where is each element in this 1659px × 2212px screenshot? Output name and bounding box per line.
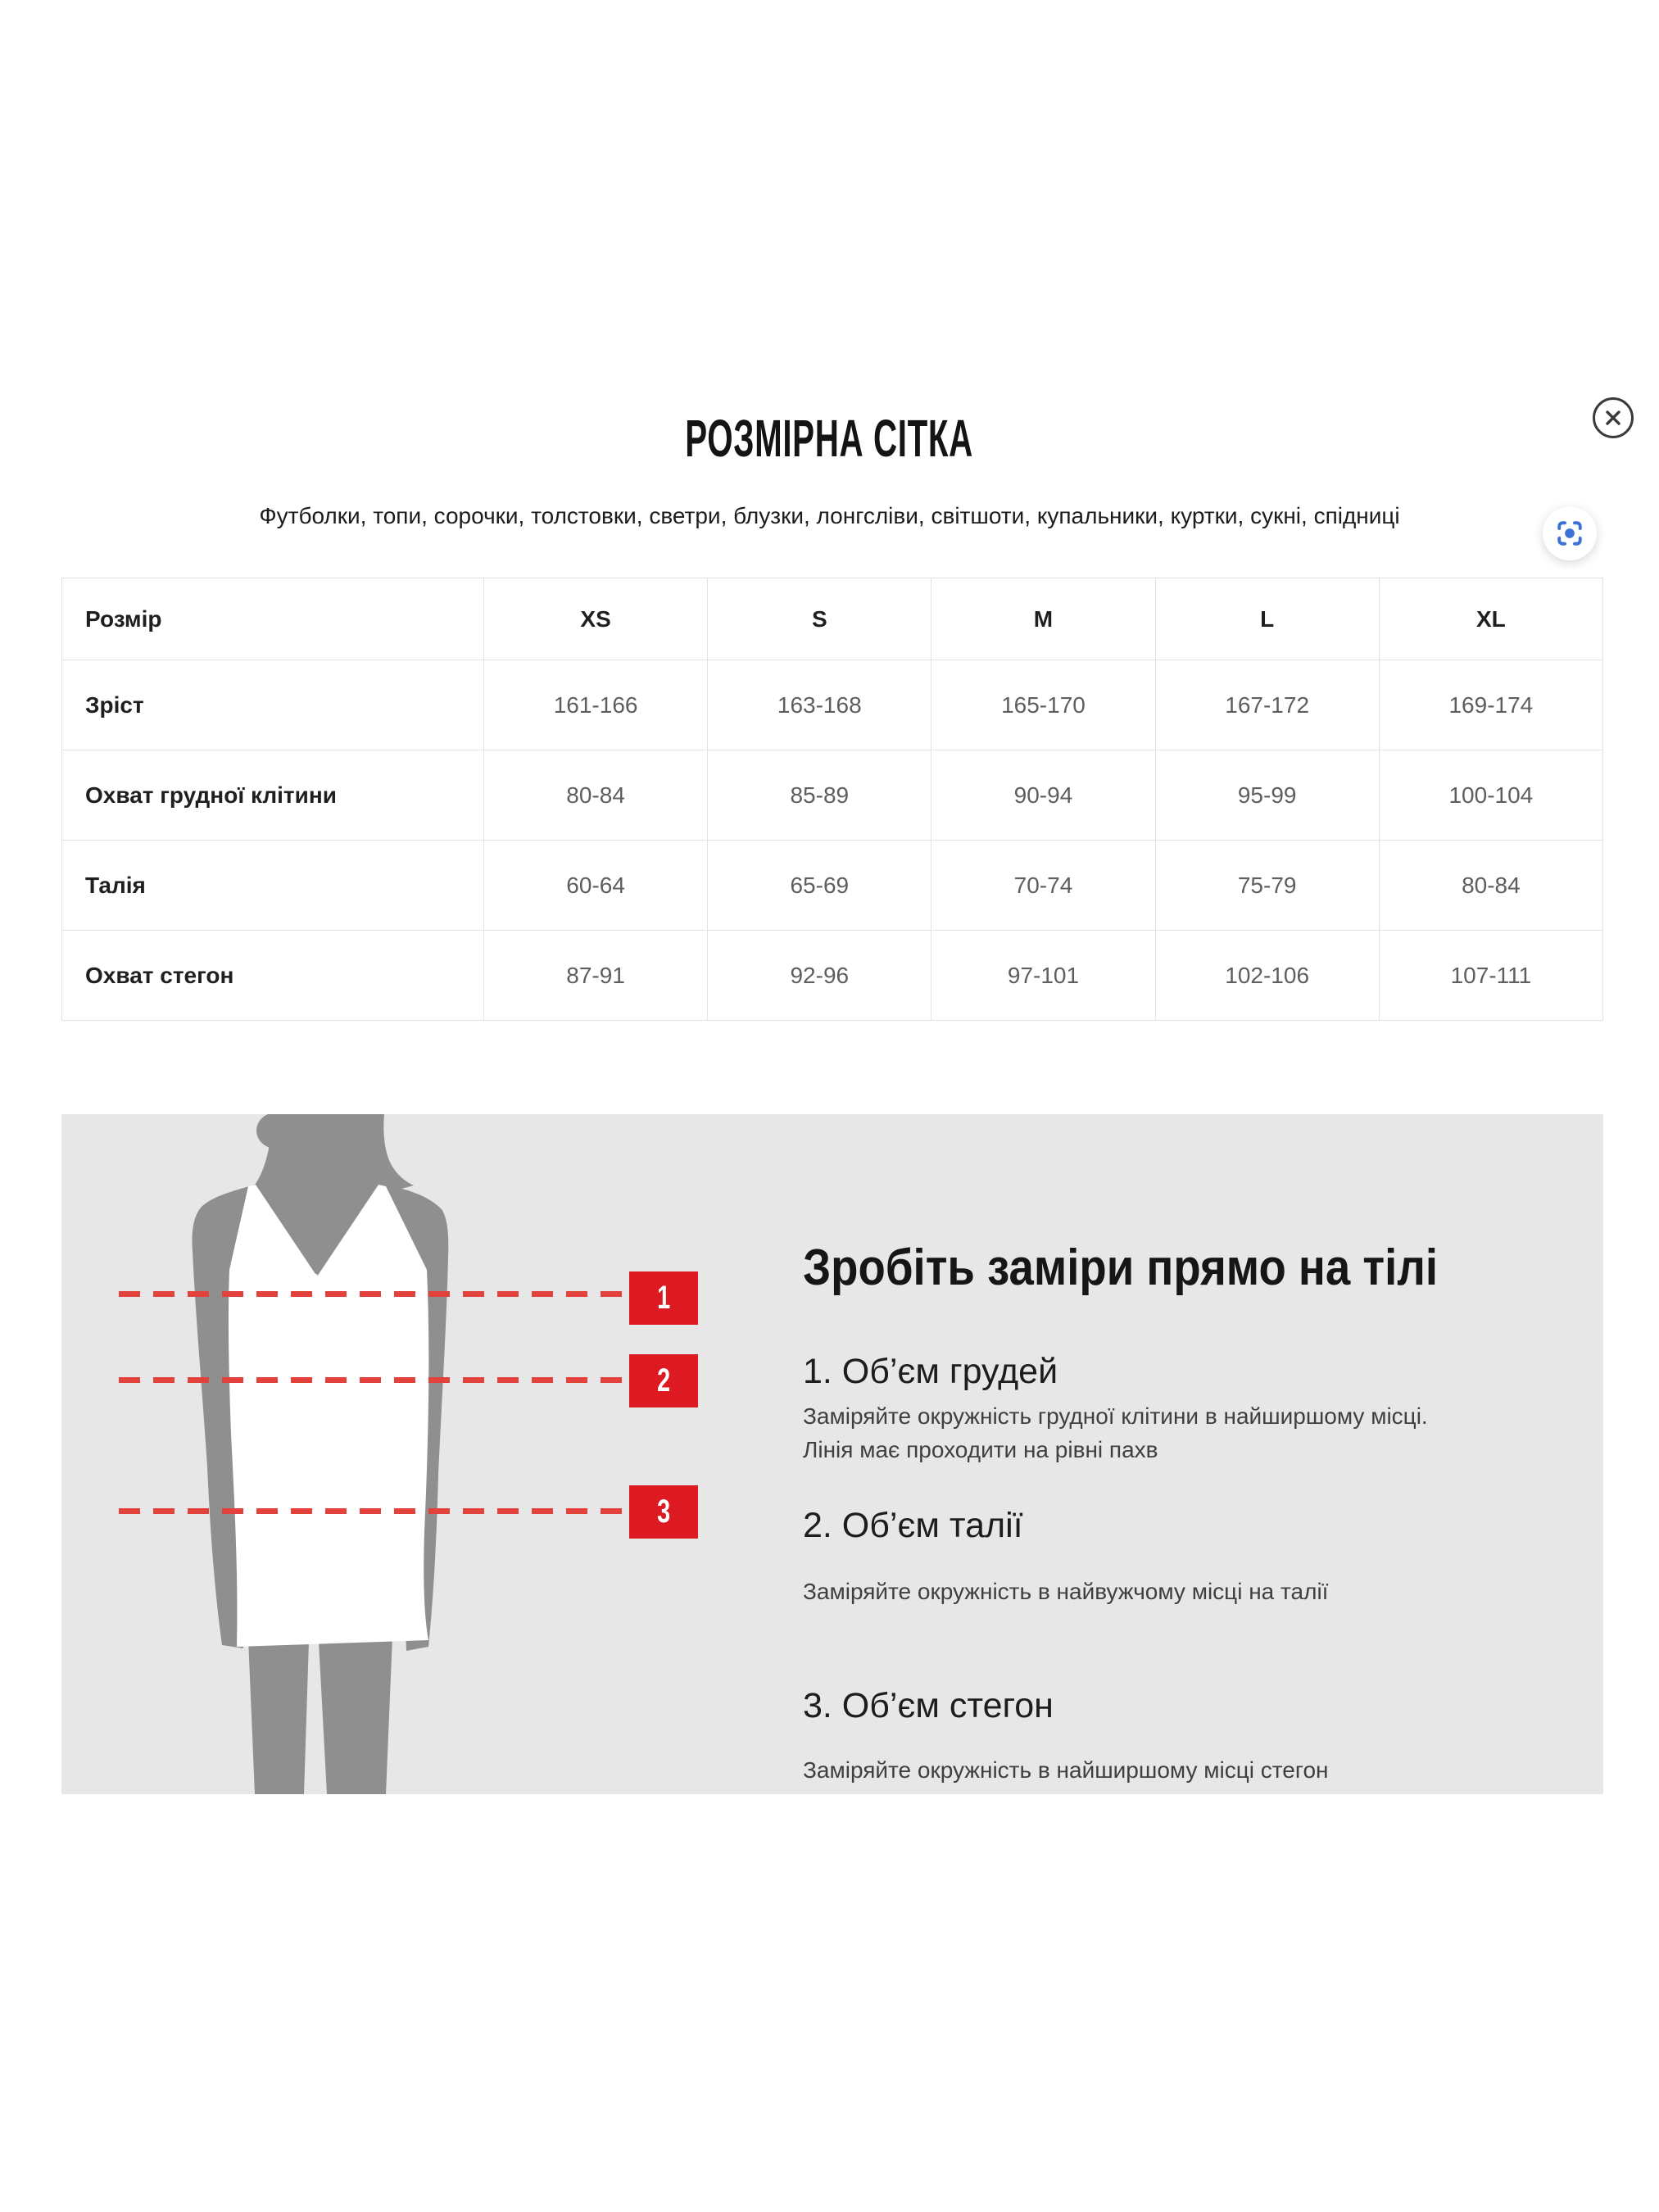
table-cell: 65-69 [708, 841, 931, 931]
table-cell: 75-79 [1155, 841, 1379, 931]
size-table [61, 578, 1603, 1021]
category-list-subtitle: Футболки, топи, сорочки, толстовки, светри, блузки, лонгсліви, світшоти, купальники, куртки, сукні, спідниці [259, 503, 1400, 528]
table-cell: 80-84 [484, 750, 708, 841]
table-cell: 87-91 [484, 931, 708, 1021]
table-cell: 60-64 [484, 841, 708, 931]
size-table-header-cell: XL [1379, 578, 1602, 660]
section-text-waist [803, 1575, 1328, 1608]
table-row [62, 841, 1603, 931]
size-table-header-cell: L [1155, 578, 1379, 660]
table-row [62, 931, 1603, 1021]
table-cell: 85-89 [708, 750, 931, 841]
section-text-hips [803, 1753, 1328, 1787]
marker-badge-1 [629, 1271, 698, 1325]
section-title-waist: 2. Об’єм талії [803, 1506, 1023, 1545]
size-table-header-row [62, 578, 1603, 660]
hips-measure-line [119, 1508, 629, 1514]
table-cell: 102-106 [1155, 931, 1379, 1021]
size-table-header-cell: S [708, 578, 931, 660]
table-cell: 90-94 [931, 750, 1155, 841]
table-cell: 95-99 [1155, 750, 1379, 841]
marker-number: 1 [656, 1280, 671, 1316]
table-cell: 169-174 [1379, 660, 1602, 750]
marker-badge-3 [629, 1485, 698, 1539]
table-cell: 100-104 [1379, 750, 1602, 841]
size-table-header-cell: XS [484, 578, 708, 660]
section-text-line: Заміряйте окружність грудної клітини в найширшому місці. [803, 1403, 1428, 1429]
section-text-line: Заміряйте окружність в найвужчому місці на талії [803, 1579, 1329, 1604]
table-row [62, 750, 1603, 841]
section-title-chest: 1. Об’єм грудей [803, 1352, 1058, 1391]
row-label: Охват стегон [62, 931, 484, 1021]
table-cell: 163-168 [708, 660, 931, 750]
row-label: Зріст [62, 660, 484, 750]
section-text-line: Заміряйте окружність в найширшому місці стегон [803, 1757, 1329, 1783]
lens-icon [1555, 519, 1584, 548]
table-cell: 107-111 [1379, 931, 1602, 1021]
row-label: Талія [62, 841, 484, 931]
table-row [62, 660, 1603, 750]
table-cell: 167-172 [1155, 660, 1379, 750]
table-cell: 80-84 [1379, 841, 1602, 931]
size-table-header-cell: Розмір [62, 578, 484, 660]
marker-badge-2 [629, 1354, 698, 1407]
page-title-text: РОЗМІРНА СІТКА [685, 409, 974, 468]
section-text-line: Лінія має проходити на рівні пахв [803, 1437, 1158, 1462]
table-cell: 70-74 [931, 841, 1155, 931]
close-button[interactable] [1593, 397, 1634, 438]
table-cell: 161-166 [484, 660, 708, 750]
row-label: Охват грудної клітини [62, 750, 484, 841]
marker-number: 3 [656, 1494, 671, 1530]
guide-heading: Зробіть заміри прямо на тілі [803, 1240, 1439, 1296]
waist-measure-line [119, 1377, 629, 1383]
chest-measure-line [119, 1291, 629, 1297]
table-cell: 97-101 [931, 931, 1155, 1021]
table-cell: 92-96 [708, 931, 931, 1021]
section-text-chest [803, 1399, 1428, 1466]
measure-guide-panel [61, 1114, 1603, 1794]
page-title [0, 408, 1659, 469]
size-table-header-cell: M [931, 578, 1155, 660]
section-title-hips: 3. Об’єм стегон [803, 1686, 1054, 1725]
marker-number: 2 [656, 1362, 671, 1398]
table-cell: 165-170 [931, 660, 1155, 750]
close-icon [1604, 409, 1622, 427]
image-search-lens-button[interactable] [1543, 506, 1597, 560]
